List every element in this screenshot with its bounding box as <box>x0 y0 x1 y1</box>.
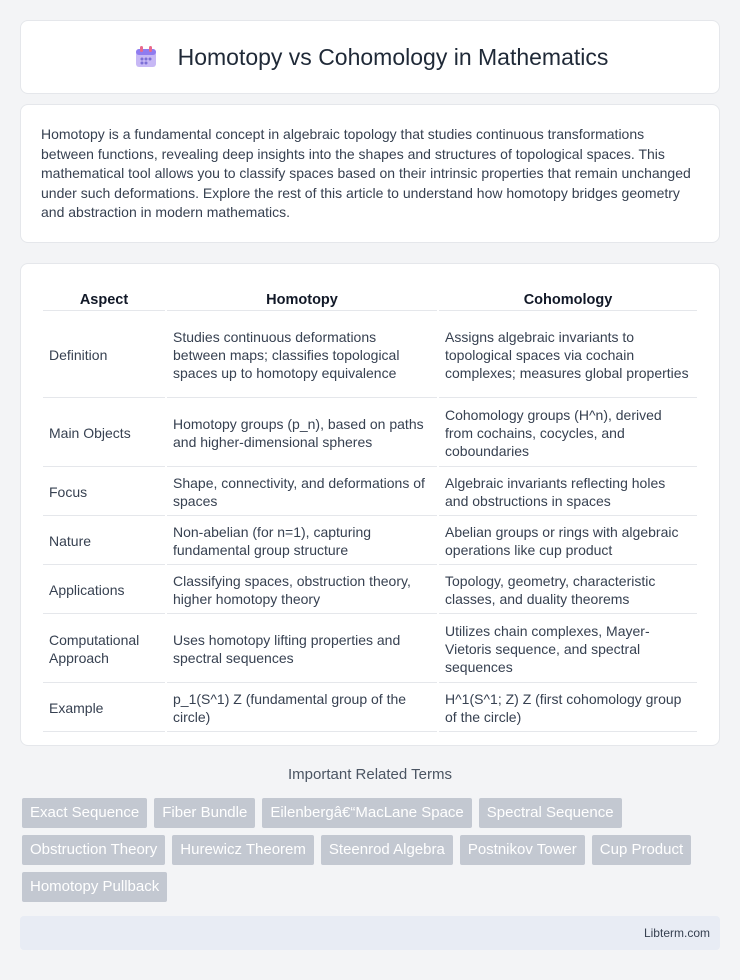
table-cell-homotopy: Classifying spaces, obstruction theory, higher homotopy theory <box>167 567 437 614</box>
related-terms-tags <box>22 798 722 902</box>
header <box>132 43 609 71</box>
column-header-cohomology: Cohomology <box>439 286 697 311</box>
table-cell-aspect: Definition <box>43 313 165 398</box>
table-header-row <box>43 286 697 311</box>
table-cell-aspect: Main Objects <box>43 400 165 467</box>
table-row <box>43 685 697 732</box>
tag-steenrod-algebra[interactable]: Steenrod Algebra <box>321 835 453 865</box>
intro-card <box>20 104 720 243</box>
column-header-homotopy: Homotopy <box>167 286 437 311</box>
related-terms-title: Important Related Terms <box>288 766 452 783</box>
footer <box>20 916 720 950</box>
table-cell-homotopy: Non-abelian (for n=1), capturing fundamental group structure <box>167 518 437 565</box>
table-cell-aspect: Applications <box>43 567 165 614</box>
table-cell-aspect: Example <box>43 685 165 732</box>
tag-exact-sequence[interactable]: Exact Sequence <box>22 798 147 828</box>
table-cell-cohomology: H^1(S^1; Z) Z (first cohomology group of the circle) <box>439 685 697 732</box>
table-cell-cohomology: Utilizes chain complexes, Mayer-Vietoris sequence, and spectral sequences <box>439 616 697 683</box>
table-row <box>43 567 697 614</box>
table-row <box>43 313 697 398</box>
comparison-table-card <box>20 263 720 746</box>
table-cell-cohomology: Abelian groups or rings with algebraic operations like cup product <box>439 518 697 565</box>
table-cell-cohomology: Cohomology groups (H^n), derived from cochains, cocycles, and coboundaries <box>439 400 697 467</box>
tag-spectral-sequence[interactable]: Spectral Sequence <box>479 798 622 828</box>
footer-site-link[interactable]: Libterm.com <box>643 926 710 940</box>
tag-hurewicz-theorem[interactable]: Hurewicz Theorem <box>172 835 314 865</box>
table-cell-aspect: Computational Approach <box>43 616 165 683</box>
column-header-aspect: Aspect <box>43 286 165 311</box>
table-cell-aspect: Nature <box>43 518 165 565</box>
tag-cup-product[interactable]: Cup Product <box>592 835 691 865</box>
tag-fiber-bundle[interactable]: Fiber Bundle <box>154 798 255 828</box>
tag-postnikov-tower[interactable]: Postnikov Tower <box>460 835 585 865</box>
table-row <box>43 616 697 683</box>
tag-obstruction-theory[interactable]: Obstruction Theory <box>22 835 165 865</box>
tag-homotopy-pullback[interactable]: Homotopy Pullback <box>22 872 167 902</box>
header-card <box>20 20 720 94</box>
table-cell-homotopy: Studies continuous deformations between maps; classifies topological spaces up to homotopy equivalence <box>167 313 437 398</box>
table-cell-aspect: Focus <box>43 469 165 516</box>
table-cell-homotopy: p_1(S^1) Z (fundamental group of the circle) <box>167 685 437 732</box>
intro-text: Homotopy is a fundamental concept in algebraic topology that studies continuous transformations between functions, revealing deep insights into the shapes and structures of topological spaces. This mathematical tool allows you to classify spaces based on their intrinsic properties that remain unchanged under such deformations. Explore the rest of this article to understand how homotopy bridges geometry and abstraction in modern mathematics. <box>41 126 691 221</box>
table-cell-homotopy: Shape, connectivity, and deformations of spaces <box>167 469 437 516</box>
table-cell-cohomology: Algebraic invariants reflecting holes and obstructions in spaces <box>439 469 697 516</box>
table-cell-homotopy: Uses homotopy lifting properties and spectral sequences <box>167 616 437 683</box>
table-cell-cohomology: Assigns algebraic invariants to topological spaces via cochain complexes; measures global properties <box>439 313 697 398</box>
calendar-icon <box>132 43 160 71</box>
page-title: Homotopy vs Cohomology in Mathematics <box>177 43 609 70</box>
table-cell-cohomology: Topology, geometry, characteristic classes, and duality theorems <box>439 567 697 614</box>
table-row <box>43 518 697 565</box>
table-cell-homotopy: Homotopy groups (p_n), based on paths and higher-dimensional spheres <box>167 400 437 467</box>
table-row <box>43 469 697 516</box>
tag-eilenberg-maclane-space[interactable]: Eilenbergâ€“MacLane Space <box>262 798 471 828</box>
comparison-table <box>41 284 699 734</box>
table-row <box>43 400 697 467</box>
